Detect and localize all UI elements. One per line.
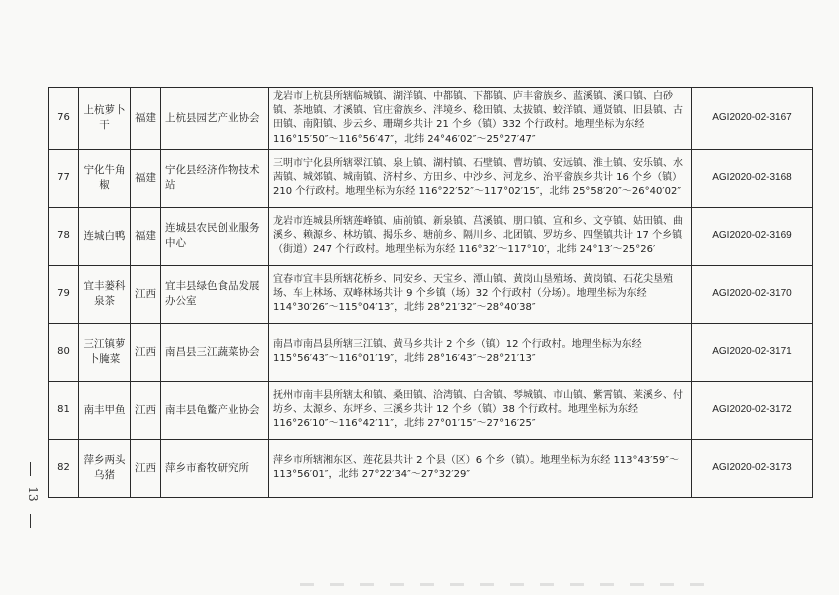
product-name: 宁化牛角椒 — [79, 149, 131, 207]
registration-code: AGI2020-02-3170 — [692, 265, 813, 323]
registration-code: AGI2020-02-3168 — [692, 149, 813, 207]
product-name: 上杭萝卜干 — [79, 88, 131, 150]
applicant-organization: 上杭县园艺产业协会 — [161, 88, 269, 150]
page-number-dash-bottom — [30, 514, 31, 528]
page-number — [20, 467, 46, 527]
page-number-text: 13 — [26, 486, 40, 502]
province: 江西 — [131, 323, 161, 381]
row-number: 76 — [49, 88, 79, 150]
province: 福建 — [131, 149, 161, 207]
applicant-organization: 连城县农民创业服务中心 — [161, 207, 269, 265]
row-number: 77 — [49, 149, 79, 207]
table-row — [49, 149, 813, 207]
applicant-organization: 宁化县经济作物技术站 — [161, 149, 269, 207]
table-row — [49, 323, 813, 381]
table-row — [49, 381, 813, 439]
row-number: 81 — [49, 381, 79, 439]
table-row — [49, 88, 813, 150]
applicant-organization: 南丰县龟鳖产业协会 — [161, 381, 269, 439]
production-area: 龙岩市连城县所辖莲峰镇、庙前镇、新泉镇、莒溪镇、朋口镇、宣和乡、文亨镇、姑田镇、曲溪乡、赖源乡、林坊镇、揭乐乡、塘前乡、隔川乡、北团镇、罗坊乡、四堡镇共计 17 个乡镇（街道）247 个行政村。地理坐标为东经 116°32′～117°10′，北纬 24°13′～25°26′ — [269, 207, 692, 265]
product-name: 萍乡两头乌猪 — [79, 439, 131, 497]
production-area: 龙岩市上杭县所辖临城镇、湖洋镇、中都镇、下都镇、庐丰畲族乡、蓝溪镇、溪口镇、白砂镇、茶地镇、才溪镇、官庄畲族乡、泮境乡、稔田镇、太拔镇、蛟洋镇、通贤镇、旧县镇、古田镇、南阳镇、步云乡、珊瑚乡共计 21 个乡（镇）332 个行政村。地理坐标为东经 116°15′50″～116°56′47″，北纬 24°46′02″～25°27′47″ — [269, 88, 692, 150]
registration-code: AGI2020-02-3167 — [692, 88, 813, 150]
registration-table — [48, 87, 813, 498]
province: 福建 — [131, 88, 161, 150]
province: 江西 — [131, 381, 161, 439]
applicant-organization: 南昌县三江蔬菜协会 — [161, 323, 269, 381]
province: 江西 — [131, 439, 161, 497]
applicant-organization: 宜丰县绿色食品发展办公室 — [161, 265, 269, 323]
province: 江西 — [131, 265, 161, 323]
registration-code: AGI2020-02-3169 — [692, 207, 813, 265]
product-name: 连城白鸭 — [79, 207, 131, 265]
table-row — [49, 207, 813, 265]
province: 福建 — [131, 207, 161, 265]
production-area: 宜春市宜丰县所辖花桥乡、同安乡、天宝乡、潭山镇、黄岗山垦殖场、黄岗镇、石花尖垦殖场、车上林场、双峰林场共计 9 个乡镇（场）32 个行政村（分场）。地理坐标为东经 114°30′26″～115°04′13″，北纬 28°21′32″～28°40′38″ — [269, 265, 692, 323]
production-area: 抚州市南丰县所辖太和镇、桑田镇、洽湾镇、白舍镇、琴城镇、市山镇、紫霄镇、莱溪乡、付坊乡、太源乡、东坪乡、三溪乡共计 12 个乡（镇）38 个行政村。地理坐标为东经 116°26′10″～116°42′11″，北纬 27°01′15″～27°16′25″ — [269, 381, 692, 439]
row-number: 78 — [49, 207, 79, 265]
product-name: 三江镇萝卜腌菜 — [79, 323, 131, 381]
registration-code: AGI2020-02-3171 — [692, 323, 813, 381]
applicant-organization: 萍乡市畜牧研究所 — [161, 439, 269, 497]
scan-artifact — [300, 583, 720, 586]
production-area: 三明市宁化县所辖翠江镇、泉上镇、湖村镇、石壁镇、曹坊镇、安远镇、淮土镇、安乐镇、水茜镇、城郊镇、城南镇、济村乡、方田乡、中沙乡、河龙乡、治平畲族乡共计 16 个乡（镇）210 个行政村。地理坐标为东经 116°22′52″～117°02′15″，北纬 25°58′20″～26°40′02″ — [269, 149, 692, 207]
table-body — [49, 88, 813, 498]
production-area: 萍乡市所辖湘东区、莲花县共计 2 个县（区）6 个乡（镇）。地理坐标为东经 113°43′59″～113°56′01″，北纬 27°22′34″～27°32′29″ — [269, 439, 692, 497]
table-row — [49, 265, 813, 323]
row-number: 80 — [49, 323, 79, 381]
registration-code: AGI2020-02-3172 — [692, 381, 813, 439]
product-name: 宜丰蒌科泉茶 — [79, 265, 131, 323]
row-number: 82 — [49, 439, 79, 497]
table-row — [49, 439, 813, 497]
production-area: 南昌市南昌县所辖三江镇、黄马乡共计 2 个乡（镇）12 个行政村。地理坐标为东经 115°56′43″～116°01′19″，北纬 28°16′43″～28°21′13″ — [269, 323, 692, 381]
registration-code: AGI2020-02-3173 — [692, 439, 813, 497]
product-name: 南丰甲鱼 — [79, 381, 131, 439]
row-number: 79 — [49, 265, 79, 323]
